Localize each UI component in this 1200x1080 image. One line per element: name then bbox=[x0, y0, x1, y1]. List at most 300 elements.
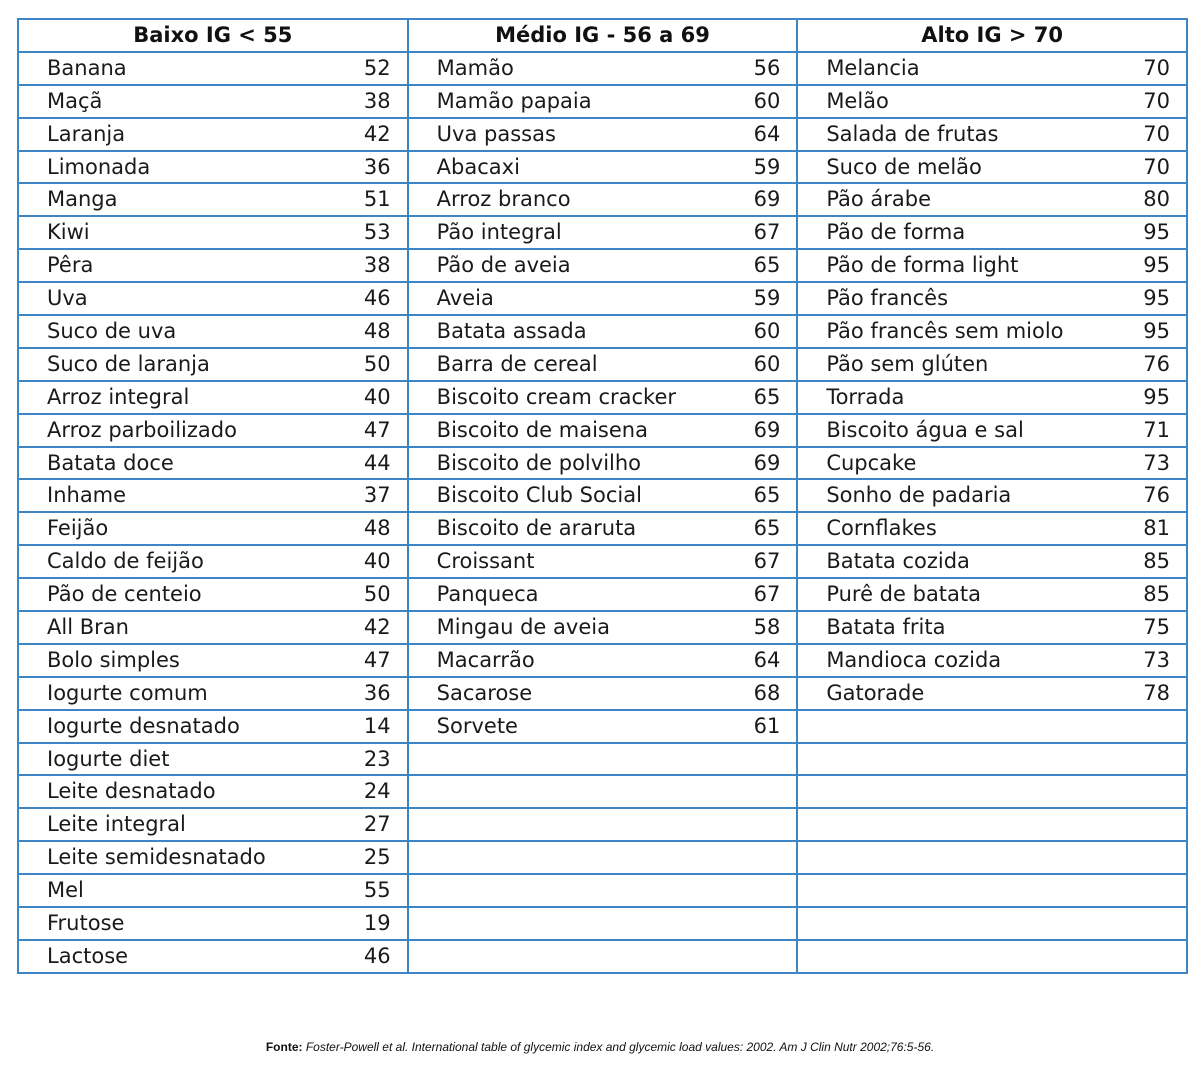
food-name: All Bran bbox=[47, 614, 129, 639]
food-entry bbox=[798, 222, 1186, 243]
table-row bbox=[18, 85, 1187, 118]
food-entry bbox=[19, 518, 407, 539]
table-cell bbox=[18, 52, 408, 85]
gi-value: 95 bbox=[1143, 253, 1170, 278]
table-row bbox=[18, 381, 1187, 414]
food-name: Biscoito cream cracker bbox=[436, 384, 677, 409]
food-name: Frutose bbox=[47, 910, 125, 935]
food-name: Maçã bbox=[47, 88, 103, 113]
gi-value: 14 bbox=[363, 713, 391, 738]
table-row bbox=[18, 282, 1187, 315]
food-name: Sorvete bbox=[436, 713, 518, 738]
gi-value: 61 bbox=[753, 713, 781, 738]
food-entry bbox=[409, 88, 797, 113]
food-name: Inhame bbox=[47, 483, 127, 508]
food-name: Biscoito água e sal bbox=[826, 417, 1024, 442]
table-cell bbox=[797, 479, 1187, 512]
table-row bbox=[18, 118, 1187, 151]
table-cell bbox=[408, 940, 798, 973]
food-name: Batata assada bbox=[436, 318, 587, 343]
food-entry bbox=[19, 713, 407, 738]
table-cell bbox=[18, 545, 408, 578]
food-name: Croissant bbox=[436, 549, 535, 574]
food-entry bbox=[19, 88, 407, 113]
food-name: Iogurte desnatado bbox=[47, 713, 240, 738]
table-cell bbox=[797, 808, 1187, 841]
food-name: Leite desnatado bbox=[47, 779, 216, 804]
food-entry bbox=[798, 351, 1186, 376]
food-entry bbox=[409, 485, 797, 506]
food-entry bbox=[798, 584, 1186, 605]
table-cell bbox=[797, 545, 1187, 578]
food-entry bbox=[19, 880, 407, 901]
gi-value: 38 bbox=[363, 88, 391, 113]
food-entry bbox=[19, 450, 407, 475]
table-cell bbox=[797, 118, 1187, 151]
table-row bbox=[18, 940, 1187, 973]
food-entry bbox=[798, 288, 1186, 309]
table-cell bbox=[408, 907, 798, 940]
gi-value: 85 bbox=[1143, 582, 1170, 607]
food-name: Biscoito de araruta bbox=[436, 516, 637, 541]
food-entry bbox=[19, 384, 407, 409]
table-cell bbox=[408, 611, 798, 644]
gi-value: 64 bbox=[753, 121, 781, 146]
table-cell bbox=[18, 216, 408, 249]
food-name: Cornflakes bbox=[826, 516, 937, 541]
food-entry bbox=[19, 614, 407, 639]
food-entry bbox=[19, 943, 407, 968]
gi-value: 40 bbox=[363, 549, 391, 574]
food-entry bbox=[409, 55, 797, 80]
food-name: Biscoito de maisena bbox=[436, 417, 648, 442]
table-cell bbox=[18, 315, 408, 348]
source-label: Fonte: bbox=[265, 1040, 303, 1054]
food-entry bbox=[798, 154, 1186, 179]
table-cell bbox=[408, 52, 798, 85]
gi-value: 80 bbox=[1143, 187, 1170, 212]
food-entry bbox=[798, 121, 1186, 146]
food-entry bbox=[798, 450, 1186, 475]
table-cell bbox=[797, 710, 1187, 743]
food-entry bbox=[19, 288, 407, 309]
table-cell bbox=[18, 775, 408, 808]
table-cell bbox=[18, 808, 408, 841]
table-cell bbox=[408, 447, 798, 480]
food-name: Iogurte diet bbox=[47, 746, 170, 771]
table-row bbox=[18, 414, 1187, 447]
food-name: Biscoito de polvilho bbox=[436, 450, 642, 475]
table-cell bbox=[408, 414, 798, 447]
gi-value: 65 bbox=[753, 516, 781, 541]
gi-value: 67 bbox=[753, 549, 781, 574]
table-cell bbox=[408, 874, 798, 907]
table-row bbox=[18, 315, 1187, 348]
table-cell bbox=[797, 282, 1187, 315]
table-cell bbox=[797, 414, 1187, 447]
table-cell bbox=[408, 743, 798, 776]
table-cell bbox=[18, 940, 408, 973]
food-entry bbox=[19, 485, 407, 506]
gi-value: 24 bbox=[363, 779, 391, 804]
food-name: Pão francês sem miolo bbox=[826, 318, 1064, 343]
table-row bbox=[18, 743, 1187, 776]
table-cell bbox=[18, 381, 408, 414]
table-cell bbox=[408, 249, 798, 282]
gi-value: 95 bbox=[1143, 286, 1170, 311]
gi-value: 46 bbox=[363, 286, 391, 311]
table-cell bbox=[797, 151, 1187, 184]
gi-value: 25 bbox=[363, 845, 391, 870]
table-cell bbox=[797, 183, 1187, 216]
food-entry bbox=[798, 189, 1186, 210]
table-cell bbox=[408, 479, 798, 512]
food-entry bbox=[19, 55, 407, 80]
food-entry bbox=[19, 417, 407, 442]
food-name: Sacarose bbox=[436, 680, 533, 705]
table-cell bbox=[797, 677, 1187, 710]
food-entry bbox=[19, 814, 407, 835]
table-row bbox=[18, 183, 1187, 216]
gi-value: 42 bbox=[363, 121, 391, 146]
food-name: Torrada bbox=[826, 384, 905, 409]
food-entry bbox=[409, 288, 797, 309]
food-name: Mingau de aveia bbox=[436, 614, 610, 639]
table-cell bbox=[797, 578, 1187, 611]
table-row bbox=[18, 841, 1187, 874]
food-name: Barra de cereal bbox=[436, 351, 598, 376]
gi-value: 51 bbox=[363, 187, 391, 212]
food-entry bbox=[19, 551, 407, 572]
table-cell bbox=[797, 447, 1187, 480]
table-header-row bbox=[18, 19, 1187, 52]
gi-value: 65 bbox=[753, 483, 781, 508]
table-cell bbox=[797, 907, 1187, 940]
table-body bbox=[18, 52, 1187, 973]
food-name: Leite integral bbox=[47, 812, 186, 837]
gi-value: 47 bbox=[363, 417, 391, 442]
gi-value: 36 bbox=[363, 154, 391, 179]
gi-value: 67 bbox=[753, 220, 781, 245]
food-name: Arroz branco bbox=[436, 187, 571, 212]
table-row bbox=[18, 249, 1187, 282]
food-entry bbox=[409, 518, 797, 539]
gi-value: 59 bbox=[753, 286, 781, 311]
source-note bbox=[0, 1040, 1200, 1054]
table-cell bbox=[18, 151, 408, 184]
food-entry bbox=[19, 847, 407, 868]
table-cell bbox=[797, 52, 1187, 85]
food-name: Abacaxi bbox=[436, 154, 520, 179]
gi-value: 69 bbox=[753, 187, 781, 212]
table-cell bbox=[18, 183, 408, 216]
gi-value: 76 bbox=[1143, 351, 1170, 376]
table-row bbox=[18, 644, 1187, 677]
food-entry bbox=[798, 255, 1186, 276]
food-name: Gatorade bbox=[826, 680, 925, 705]
table-cell bbox=[408, 118, 798, 151]
table-cell bbox=[408, 216, 798, 249]
food-name: Uva passas bbox=[436, 121, 556, 146]
food-name: Pão integral bbox=[436, 220, 562, 245]
table-row bbox=[18, 52, 1187, 85]
table-cell bbox=[18, 414, 408, 447]
table-cell bbox=[408, 808, 798, 841]
table-cell bbox=[18, 677, 408, 710]
food-entry bbox=[19, 222, 407, 243]
food-name: Iogurte comum bbox=[47, 680, 208, 705]
food-name: Salada de frutas bbox=[826, 121, 999, 146]
food-entry bbox=[409, 584, 797, 605]
table-cell bbox=[797, 512, 1187, 545]
table-cell bbox=[797, 874, 1187, 907]
gi-value: 47 bbox=[363, 647, 391, 672]
food-name: Pão de centeio bbox=[47, 582, 202, 607]
gi-value: 53 bbox=[363, 220, 391, 245]
food-entry bbox=[409, 255, 797, 276]
food-entry bbox=[409, 351, 797, 376]
food-entry bbox=[798, 384, 1186, 409]
food-name: Batata cozida bbox=[826, 549, 970, 574]
food-name: Sonho de padaria bbox=[826, 483, 1012, 508]
gi-value: 95 bbox=[1143, 384, 1170, 409]
gi-value: 42 bbox=[363, 614, 391, 639]
table-cell bbox=[18, 282, 408, 315]
food-entry bbox=[409, 154, 797, 179]
food-entry bbox=[409, 680, 797, 705]
gi-value: 52 bbox=[363, 55, 391, 80]
food-name: Suco de laranja bbox=[47, 351, 210, 376]
gi-value: 65 bbox=[753, 253, 781, 278]
food-entry bbox=[19, 680, 407, 705]
food-entry bbox=[19, 781, 407, 802]
food-name: Arroz integral bbox=[47, 384, 190, 409]
table-cell bbox=[797, 249, 1187, 282]
table-cell bbox=[797, 841, 1187, 874]
gi-value: 60 bbox=[753, 351, 781, 376]
food-name: Pêra bbox=[47, 253, 94, 278]
food-entry bbox=[409, 647, 797, 672]
food-name: Panqueca bbox=[436, 582, 539, 607]
table-cell bbox=[18, 118, 408, 151]
table-cell bbox=[408, 512, 798, 545]
food-name: Lactose bbox=[47, 943, 129, 968]
table-cell bbox=[408, 545, 798, 578]
table-cell bbox=[797, 743, 1187, 776]
table-row bbox=[18, 512, 1187, 545]
table-cell bbox=[18, 512, 408, 545]
gi-value: 67 bbox=[753, 582, 781, 607]
gi-value: 60 bbox=[753, 318, 781, 343]
table-cell bbox=[408, 775, 798, 808]
food-entry bbox=[798, 88, 1186, 113]
gi-value: 55 bbox=[363, 878, 391, 903]
table-cell bbox=[797, 940, 1187, 973]
food-entry bbox=[19, 584, 407, 605]
food-name: Suco de uva bbox=[47, 318, 177, 343]
table-cell bbox=[18, 348, 408, 381]
table-cell bbox=[408, 315, 798, 348]
table-cell bbox=[408, 644, 798, 677]
gi-value: 37 bbox=[363, 483, 391, 508]
gi-value: 46 bbox=[363, 943, 391, 968]
table-cell bbox=[408, 381, 798, 414]
food-name: Bolo simples bbox=[47, 647, 180, 672]
gi-value: 68 bbox=[753, 680, 781, 705]
food-entry bbox=[19, 746, 407, 771]
food-name: Pão de forma light bbox=[826, 253, 1019, 278]
gi-value: 19 bbox=[363, 910, 391, 935]
food-name: Caldo de feijão bbox=[47, 549, 204, 574]
food-name: Manga bbox=[47, 187, 118, 212]
food-entry bbox=[19, 318, 407, 343]
table-row bbox=[18, 545, 1187, 578]
food-entry bbox=[798, 647, 1186, 672]
table-row bbox=[18, 578, 1187, 611]
table-cell bbox=[797, 611, 1187, 644]
table-cell bbox=[408, 710, 798, 743]
table-cell bbox=[18, 611, 408, 644]
table-row bbox=[18, 874, 1187, 907]
food-name: Limonada bbox=[47, 154, 151, 179]
table-row bbox=[18, 808, 1187, 841]
gi-value: 60 bbox=[753, 88, 781, 113]
gi-value: 38 bbox=[363, 253, 391, 278]
gi-value: 76 bbox=[1143, 483, 1170, 508]
gi-value: 69 bbox=[753, 417, 781, 442]
food-name: Batata doce bbox=[47, 450, 174, 475]
glycemic-index-table bbox=[17, 18, 1188, 974]
table-row bbox=[18, 151, 1187, 184]
table-cell bbox=[18, 85, 408, 118]
food-name: Melão bbox=[826, 88, 889, 113]
table-cell bbox=[18, 447, 408, 480]
food-entry bbox=[798, 417, 1186, 442]
gi-value: 59 bbox=[753, 154, 781, 179]
food-entry bbox=[798, 55, 1186, 80]
gi-value: 73 bbox=[1143, 647, 1170, 672]
table-row bbox=[18, 677, 1187, 710]
gi-value: 64 bbox=[753, 647, 781, 672]
food-name: Laranja bbox=[47, 121, 126, 146]
food-name: Batata frita bbox=[826, 614, 946, 639]
food-name: Biscoito Club Social bbox=[436, 483, 642, 508]
table-cell bbox=[408, 348, 798, 381]
food-name: Suco de melão bbox=[826, 154, 982, 179]
header-high-gi: Alto IG > 70 bbox=[797, 19, 1187, 52]
gi-value: 69 bbox=[753, 450, 781, 475]
food-name: Mandioca cozida bbox=[826, 647, 1002, 672]
food-name: Cupcake bbox=[826, 450, 917, 475]
gi-value: 65 bbox=[753, 384, 781, 409]
gi-value: 71 bbox=[1143, 417, 1170, 442]
header-low-gi: Baixo IG < 55 bbox=[18, 19, 408, 52]
gi-value: 44 bbox=[363, 450, 391, 475]
table-cell bbox=[408, 85, 798, 118]
gi-value: 48 bbox=[363, 516, 391, 541]
table-cell bbox=[18, 743, 408, 776]
gi-value: 75 bbox=[1143, 614, 1170, 639]
table-cell bbox=[408, 151, 798, 184]
gi-value: 70 bbox=[1143, 154, 1170, 179]
food-name: Pão de aveia bbox=[436, 253, 571, 278]
food-entry bbox=[19, 189, 407, 210]
food-entry bbox=[798, 318, 1186, 343]
table-row bbox=[18, 710, 1187, 743]
gi-value: 27 bbox=[363, 812, 391, 837]
food-name: Macarrão bbox=[436, 647, 535, 672]
food-name: Kiwi bbox=[47, 220, 90, 245]
table-cell bbox=[408, 841, 798, 874]
gi-value: 70 bbox=[1143, 121, 1170, 146]
table-cell bbox=[18, 644, 408, 677]
table-cell bbox=[408, 677, 798, 710]
table-cell bbox=[797, 381, 1187, 414]
food-entry bbox=[19, 255, 407, 276]
gi-value: 58 bbox=[753, 614, 781, 639]
source-reference: Foster-Powell et al. International table of glycemic index and glycemic load values: 2002. Am J Clin Nutr 2002;76:5-56. bbox=[305, 1040, 935, 1054]
gi-value: 81 bbox=[1143, 516, 1170, 541]
food-entry bbox=[19, 910, 407, 935]
food-entry bbox=[19, 154, 407, 179]
table-cell bbox=[18, 841, 408, 874]
food-name: Pão francês bbox=[826, 286, 949, 311]
table-cell bbox=[408, 183, 798, 216]
food-name: Mamão papaia bbox=[436, 88, 592, 113]
food-name: Uva bbox=[47, 286, 88, 311]
gi-value: 48 bbox=[363, 318, 391, 343]
gi-value: 50 bbox=[363, 351, 391, 376]
gi-value: 95 bbox=[1143, 318, 1170, 343]
food-entry bbox=[409, 417, 797, 442]
food-name: Melancia bbox=[826, 55, 920, 80]
food-entry bbox=[409, 450, 797, 475]
table-cell bbox=[18, 249, 408, 282]
gi-value: 56 bbox=[753, 55, 781, 80]
table-cell bbox=[797, 216, 1187, 249]
table-cell bbox=[797, 644, 1187, 677]
table-cell bbox=[797, 775, 1187, 808]
gi-value: 23 bbox=[363, 746, 391, 771]
header-medium-gi: Médio IG - 56 a 69 bbox=[408, 19, 798, 52]
table-cell bbox=[797, 315, 1187, 348]
gi-value: 95 bbox=[1143, 220, 1170, 245]
food-entry bbox=[409, 121, 797, 146]
food-entry bbox=[798, 680, 1186, 705]
food-name: Arroz parboilizado bbox=[47, 417, 237, 442]
gi-value: 70 bbox=[1143, 88, 1170, 113]
food-name: Banana bbox=[47, 55, 127, 80]
food-name: Mamão bbox=[436, 55, 514, 80]
table-row bbox=[18, 216, 1187, 249]
food-entry bbox=[409, 318, 797, 343]
food-entry bbox=[19, 121, 407, 146]
food-entry bbox=[409, 713, 797, 738]
food-name: Pão árabe bbox=[826, 187, 932, 212]
food-name: Mel bbox=[47, 878, 84, 903]
table-cell bbox=[18, 874, 408, 907]
gi-value: 73 bbox=[1143, 450, 1170, 475]
food-entry bbox=[409, 384, 797, 409]
food-entry bbox=[798, 518, 1186, 539]
food-name: Pão sem glúten bbox=[826, 351, 989, 376]
food-name: Feijão bbox=[47, 516, 109, 541]
food-entry bbox=[409, 551, 797, 572]
food-entry bbox=[409, 189, 797, 210]
table-cell bbox=[18, 907, 408, 940]
table-row bbox=[18, 775, 1187, 808]
food-name: Pão de forma bbox=[826, 220, 966, 245]
